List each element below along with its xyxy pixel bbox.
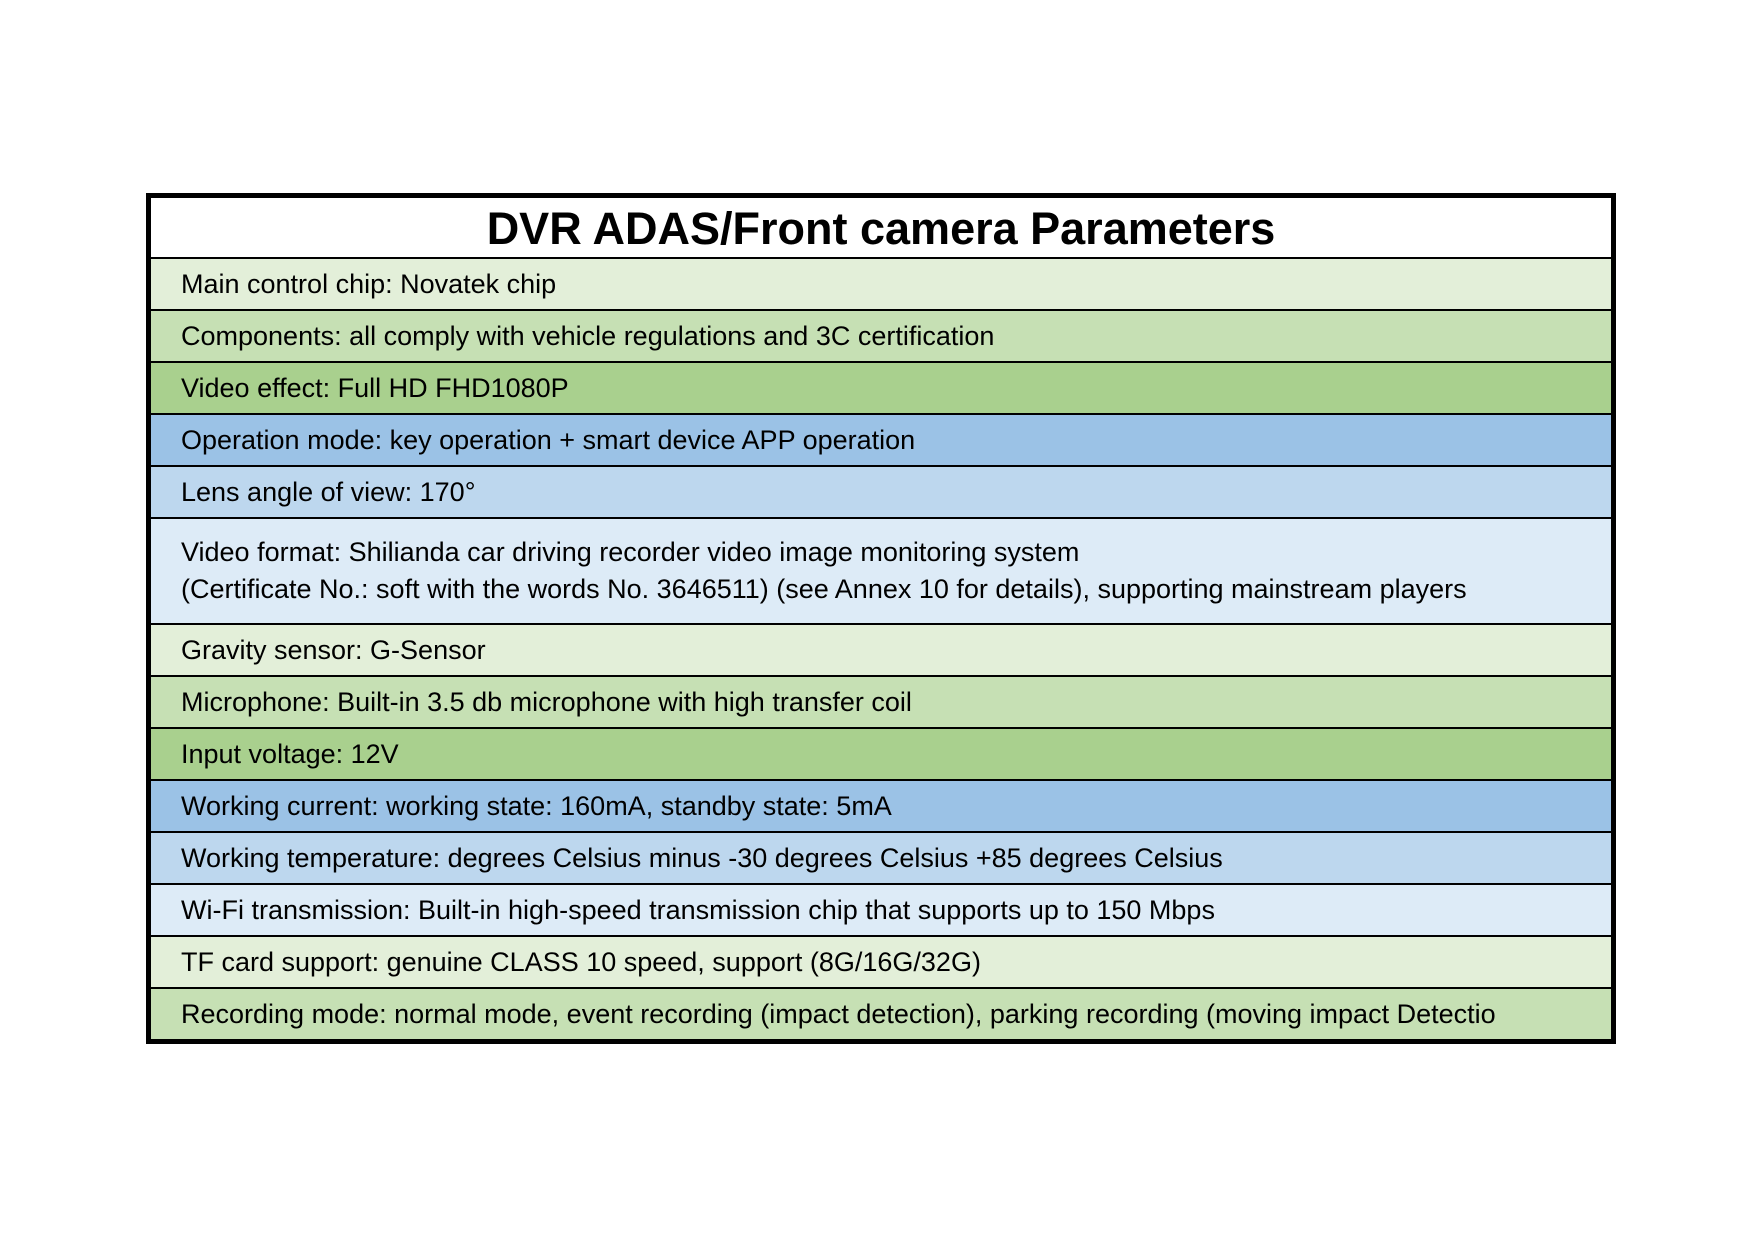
row-text <box>181 989 1496 1039</box>
table-row <box>151 677 1611 729</box>
row-text <box>181 363 569 413</box>
table-row <box>151 415 1611 467</box>
row-text <box>181 467 476 517</box>
table-row <box>151 781 1611 833</box>
row-text-line: Video effect: Full HD FHD1080P <box>181 372 569 403</box>
table-row <box>151 989 1611 1039</box>
row-text-line: Recording mode: normal mode, event recording (impact detection), parking recording (moving impact Detectio <box>181 998 1496 1029</box>
row-text <box>181 937 981 987</box>
table-row <box>151 885 1611 937</box>
row-text <box>181 677 912 727</box>
row-text <box>181 311 994 361</box>
table-row <box>151 259 1611 311</box>
row-text-line: (Certificate No.: soft with the words No. 3646511) (see Annex 10 for details), supporting mainstream players <box>181 574 1467 604</box>
row-text-line: Working temperature: degrees Celsius minus -30 degrees Celsius +85 degrees Celsius <box>181 842 1223 873</box>
table-row <box>151 833 1611 885</box>
table-title: DVR ADAS/Front camera Parameters <box>151 198 1611 259</box>
row-text-line: Working current: working state: 160mA, standby state: 5mA <box>181 790 892 821</box>
row-text <box>181 625 486 675</box>
table-row <box>151 625 1611 677</box>
row-text-line: Microphone: Built-in 3.5 db microphone with high transfer coil <box>181 686 912 717</box>
table-row <box>151 467 1611 519</box>
row-text-line: Main control chip: Novatek chip <box>181 268 557 299</box>
row-text <box>181 519 1467 623</box>
row-text <box>181 885 1215 935</box>
table-body <box>151 259 1611 1039</box>
row-text <box>181 259 556 309</box>
row-text-line: Lens angle of view: 170° <box>181 476 476 507</box>
row-text-line: Input voltage: 12V <box>181 738 399 769</box>
table-row <box>151 519 1611 625</box>
row-text-line: Components: all comply with vehicle regulations and 3C certification <box>181 320 995 351</box>
row-text-line: Gravity sensor: G-Sensor <box>181 634 486 665</box>
row-text-line: Wi-Fi transmission: Built-in high-speed transmission chip that supports up to 150 Mbps <box>181 894 1215 925</box>
row-text <box>181 415 915 465</box>
table-row <box>151 311 1611 363</box>
table-row <box>151 937 1611 989</box>
row-text <box>181 781 892 831</box>
row-text <box>181 729 399 779</box>
row-text-line: Operation mode: key operation + smart device APP operation <box>181 424 916 455</box>
table-row <box>151 363 1611 415</box>
row-text <box>181 833 1223 883</box>
row-text-line: TF card support: genuine CLASS 10 speed, support (8G/16G/32G) <box>181 946 981 977</box>
row-text-line: Video format: Shilianda car driving recorder video image monitoring system <box>181 537 1080 567</box>
parameters-table <box>146 193 1616 1044</box>
table-row <box>151 729 1611 781</box>
